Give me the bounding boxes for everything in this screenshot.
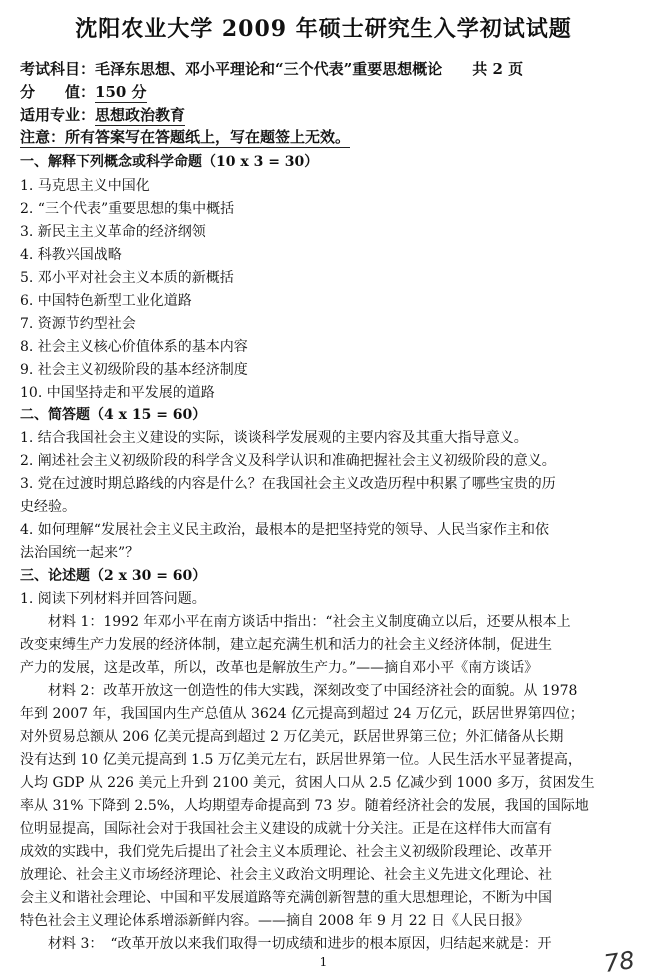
material-line: 会主义和谐社会理论、中国和平发展道路等充满创新智慧的重大思想理论，不断为中国 bbox=[20, 890, 552, 906]
question-line: 4. 如何理解“发展社会主义民主政治，最根本的是把坚持党的领导、人民当家作主和依 bbox=[20, 522, 549, 538]
question-line: 2. 阐述社会主义初级阶段的科学含义及科学认识和准确把握社会主义初级阶段的意义。 bbox=[20, 453, 556, 469]
major-value: 思想政治教育 bbox=[95, 106, 186, 124]
score-value: 150 分 bbox=[95, 83, 147, 101]
list-item: 10. 中国坚持走和平发展的道路 bbox=[20, 385, 215, 401]
question-line: 史经验。 bbox=[20, 499, 76, 515]
question-intro: 1. 阅读下列材料并回答问题。 bbox=[20, 591, 206, 607]
major-row bbox=[20, 104, 633, 125]
major-label: 适用专业： bbox=[20, 106, 96, 124]
score-label: 分 值： bbox=[20, 83, 96, 101]
material-line: 年到 2007 年，我国国内生产总值从 3624 亿元提高到超过 24 万亿元，跃居世界第四位； bbox=[20, 706, 584, 722]
subject-label: 考试科目： bbox=[20, 60, 96, 78]
list-item: 3. 新民主主义革命的经济纲领 bbox=[20, 224, 206, 240]
list-item: 5. 邓小平对社会主义本质的新概括 bbox=[20, 270, 234, 286]
question-line: 1. 结合我国社会主义建设的实际，谈谈科学发展观的主要内容及其重大指导意义。 bbox=[20, 430, 528, 446]
material-line: 成效的实践中，我们党先后提出了社会主义本质理论、社会主义初级阶段理论、改革开 bbox=[20, 844, 552, 860]
material-line: 率从 31% 下降到 2.5%，人均期望寿命提高到 73 岁。随着经济社会的发展，我国的国际地 bbox=[20, 798, 589, 814]
material-line: 产力的发展，这是改革，所以，改革也是解放生产力。”——摘自邓小平《南方谈话》 bbox=[20, 660, 539, 676]
material-line: 位明显提高，国际社会对于我国社会主义建设的成就十分关注。正是在这样伟大而富有 bbox=[20, 821, 552, 837]
exam-title: 沈阳农业大学 2009 年硕士研究生入学初试试题 bbox=[75, 16, 572, 42]
material-line: 材料 2：改革开放这一创造性的伟大实践，深刻改变了中国经济社会的面貌。从 1978 bbox=[20, 683, 578, 699]
material-line: 特色社会主义理论体系增添新鲜内容。——摘自 2008 年 9 月 22 日《人民日报》 bbox=[20, 913, 530, 929]
material-line: 没有达到 10 亿美元提高到 1.5 万亿美元左右，跃居世界第一位。人民生活水平显著提高， bbox=[20, 752, 582, 768]
material-line: 材料 1：1992 年邓小平在南方谈话中指出：“社会主义制度确立以后，还要从根本上 bbox=[20, 614, 571, 630]
question-line: 法治国统一起来”？ bbox=[20, 545, 140, 561]
material-line: 对外贸易总额从 206 亿美元提高到超过 2 万亿美元，跃居世界第三位；外汇储备从长期 bbox=[20, 729, 564, 745]
list-item: 2. “三个代表”重要思想的集中概括 bbox=[20, 201, 235, 217]
material-line: 放理论、社会主义市场经济理论、社会主义政治文明理论、社会主义先进文化理论、社 bbox=[20, 867, 552, 883]
material-line: 人均 GDP 从 226 美元上升到 2100 美元，贫困人口从 2.5 亿减少到 1000 多万，贫困发生 bbox=[20, 775, 595, 791]
list-item: 1. 马克思主义中国化 bbox=[20, 178, 150, 194]
notice-text: 注意：所有答案写在答题纸上，写在题签上无效。 bbox=[20, 128, 351, 146]
question-line: 3. 党在过渡时期总路线的内容是什么？在我国社会主义改造历程中积累了哪些宝贵的历 bbox=[20, 476, 556, 492]
list-item: 6. 中国特色新型工业化道路 bbox=[20, 293, 192, 309]
list-item: 9. 社会主义初级阶段的基本经济制度 bbox=[20, 362, 248, 378]
section3-heading: 三、论述题（2 x 30 = 60） bbox=[20, 568, 207, 584]
list-item: 4. 科教兴国战略 bbox=[20, 247, 122, 263]
material-line: 改变束缚生产力发展的经济体制，建立起充满生机和活力的社会主义经济体制，促进生 bbox=[20, 637, 552, 653]
notice-row bbox=[20, 126, 633, 147]
score-row bbox=[20, 81, 633, 102]
section2-heading: 二、简答题（4 x 15 = 60） bbox=[20, 407, 207, 423]
material-line: 材料 3： “改革开放以来我们取得一切成绩和进步的根本原因，归结起来就是：开 bbox=[20, 936, 552, 952]
subject-value: 毛泽东思想、邓小平理论和“三个代表”重要思想概论 bbox=[95, 60, 443, 78]
page-number: 1 bbox=[319, 955, 328, 969]
page-count: 共 2 页 bbox=[472, 60, 524, 78]
subject-row bbox=[20, 58, 633, 79]
handwritten-mark: 78 bbox=[602, 946, 637, 978]
section1-heading: 一、解释下列概念或科学命题（10 x 3 = 30） bbox=[20, 154, 319, 170]
list-item: 7. 资源节约型社会 bbox=[20, 316, 136, 332]
list-item: 8. 社会主义核心价值体系的基本内容 bbox=[20, 339, 248, 355]
